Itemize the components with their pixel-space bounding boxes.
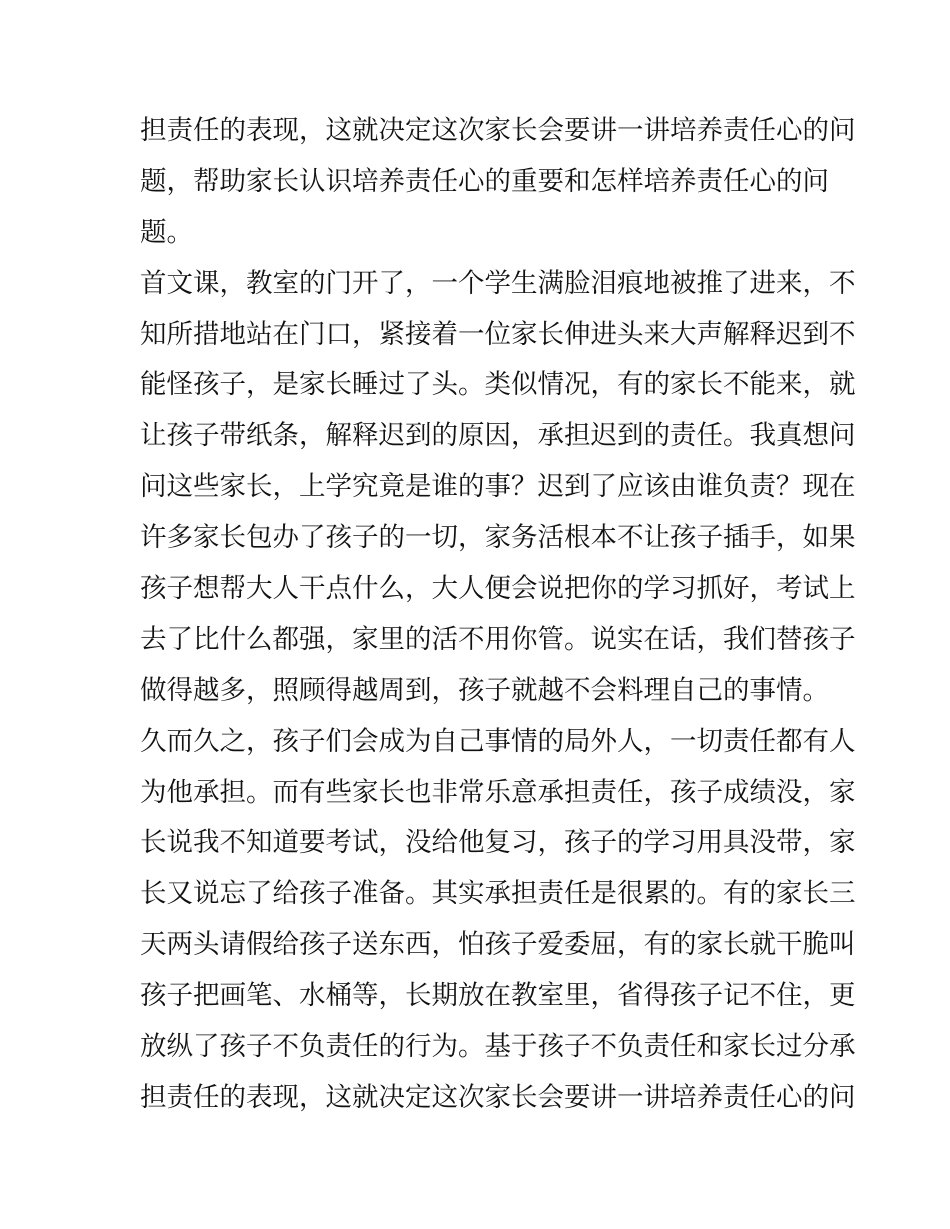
- text-line: 首文课，教室的门开了，一个学生满脸泪痕地被推了进来，不: [140, 267, 856, 299]
- text-line: 放纵了孩子不负责任的行为。基于孩子不负责任和家长过分承: [140, 1031, 856, 1063]
- text-line: 为他承担。而有些家长也非常乐意承担责任，孩子成绩没，家: [140, 776, 856, 808]
- text-line: 孩子把画笔、水桶等，长期放在教室里，省得孩子记不住，更: [140, 980, 856, 1012]
- text-line: 能怪孩子，是家长睡过了头。类似情况，有的家长不能来，就: [140, 369, 856, 401]
- text-line: 让孩子带纸条，解释迟到的原因，承担迟到的责任。我真想问: [140, 420, 856, 452]
- text-line: 许多家长包办了孩子的一切，家务活根本不让孩子插手，如果: [140, 522, 856, 554]
- text-line: 担责任的表现，这就决定这次家长会要讲一讲培养责任心的问: [140, 1081, 856, 1113]
- text-line: 题，帮助家长认识培养责任心的重要和怎样培养责任心的问: [140, 165, 829, 197]
- text-line: 长说我不知道要考试，没给他复习，孩子的学习用具没带，家: [140, 827, 856, 859]
- text-line: 问这些家长，上学究竟是谁的事？迟到了应该由谁负责？现在: [140, 471, 856, 503]
- text-line: 天两头请假给孩子送东西，怕孩子爱委屈，有的家长就干脆叫: [140, 929, 856, 961]
- text-line: 做得越多，照顾得越周到，孩子就越不会料理自己的事情。: [140, 674, 829, 706]
- text-line: 孩子想帮大人干点什么，大人便会说把你的学习抓好，考试上: [140, 573, 856, 605]
- text-line: 知所措地站在门口，紧接着一位家长伸进头来大声解释迟到不: [140, 318, 856, 350]
- text-line: 担责任的表现，这就决定这次家长会要讲一讲培养责任心的问: [140, 115, 856, 146]
- text-line: 去了比什么都强，家里的活不用你管。说实在话，我们替孩子: [140, 623, 856, 655]
- body-text: [140, 106, 856, 1124]
- text-line: 题。: [140, 216, 193, 248]
- text-line: 久而久之，孩子们会成为自己事情的局外人，一切责任都有人: [140, 725, 856, 757]
- text-line: 长又说忘了给孩子准备。其实承担责任是很累的。有的家长三: [140, 878, 856, 910]
